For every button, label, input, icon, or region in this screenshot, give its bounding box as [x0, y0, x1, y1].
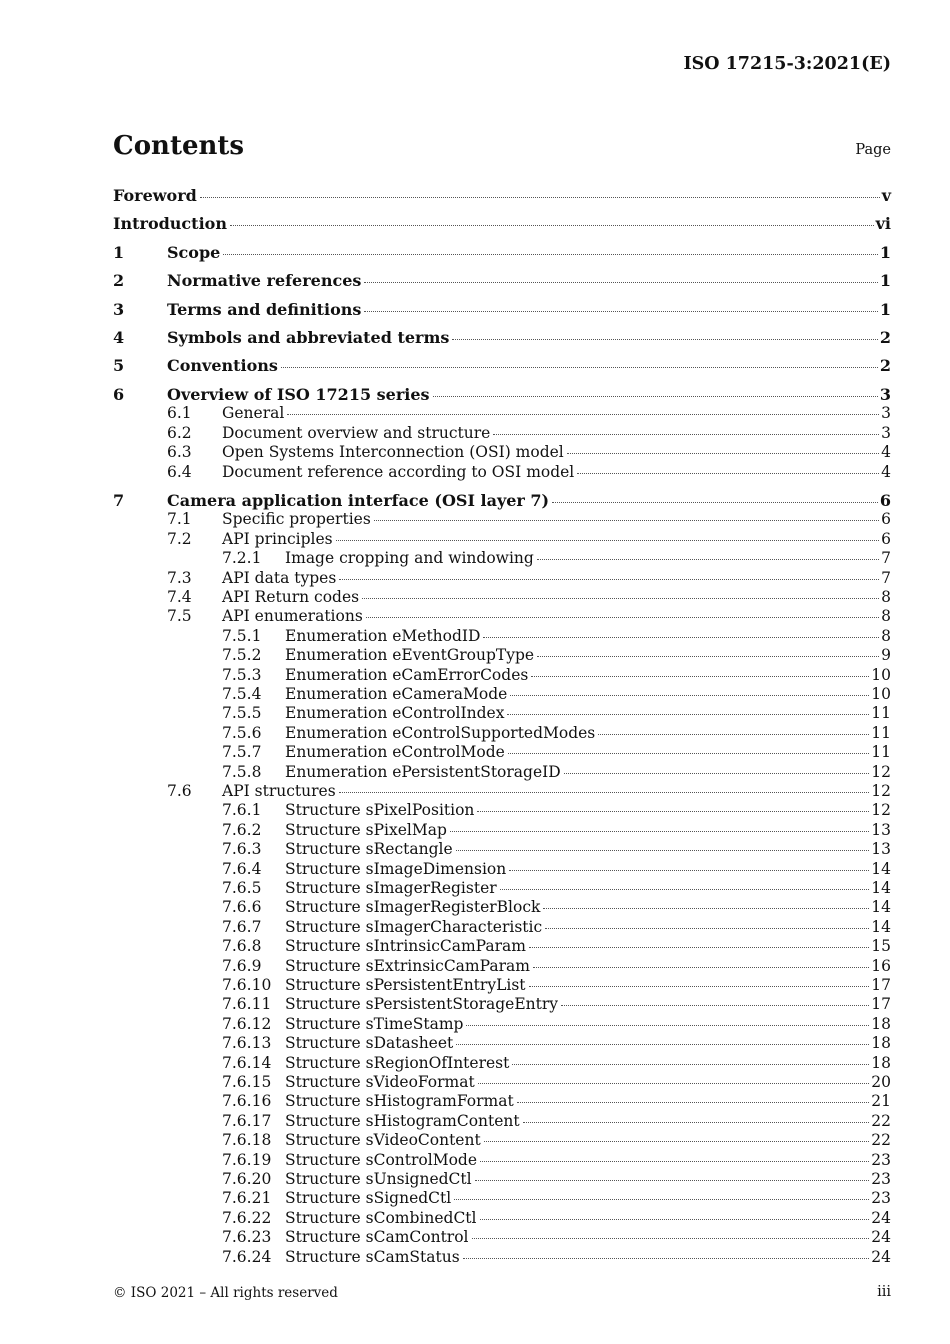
- toc-entry-page: 14: [871, 898, 891, 917]
- toc-entry-page: 8: [881, 607, 891, 626]
- toc-entry-page: 4: [881, 462, 891, 481]
- toc-entry[interactable]: [113, 214, 891, 236]
- toc-entry-title: Structure sVideoFormat: [285, 1073, 475, 1091]
- toc-entry-page: 6: [881, 529, 891, 548]
- toc-entry[interactable]: [113, 1092, 891, 1111]
- toc-entry-title: Normative references: [167, 271, 362, 291]
- toc-entry-number: 7.5.7: [222, 743, 262, 762]
- toc-entry-title: Enumeration ePersistentStorageID: [285, 762, 561, 781]
- toc-entry[interactable]: [113, 782, 891, 801]
- dot-leader: [493, 434, 879, 435]
- dot-leader: [529, 986, 870, 987]
- dot-leader: [362, 598, 879, 599]
- toc-entry-page: 8: [881, 626, 891, 645]
- toc-entry-page: 11: [871, 743, 891, 762]
- toc-entry-number: 7.5.8: [222, 762, 262, 781]
- toc-entry-title: Structure sDatasheet: [285, 1034, 454, 1053]
- toc-entry-number: 7.6.18: [222, 1131, 272, 1150]
- toc-entry-page: v: [881, 186, 891, 205]
- toc-entry-page: 14: [871, 879, 891, 897]
- toc-entry-page: 7: [881, 549, 891, 568]
- toc-entry-page: 24: [871, 1247, 891, 1266]
- dot-leader: [466, 1025, 869, 1026]
- dot-leader: [339, 579, 879, 580]
- toc-entry-number: 7.5.1: [222, 626, 262, 645]
- toc-entry-page: 24: [871, 1208, 891, 1227]
- toc-entry-title: Enumeration eMethodID: [285, 626, 481, 645]
- toc-entry-page: 23: [871, 1170, 891, 1188]
- dot-leader: [230, 225, 874, 226]
- toc-entry-page: 12: [871, 782, 891, 800]
- toc-entry[interactable]: [113, 1248, 891, 1267]
- toc-entry-number: 7.6: [167, 782, 192, 800]
- toc-entry-title: Enumeration eControlSupportedModes: [285, 723, 596, 742]
- toc-entry[interactable]: [113, 356, 891, 378]
- toc-entry-page: 1: [879, 299, 891, 319]
- toc-entry-number: 6.1: [167, 404, 192, 423]
- toc-entry-number: 4: [113, 328, 125, 347]
- page-column-label: Page: [855, 142, 891, 158]
- toc-entry-number: 7.6.24: [222, 1247, 272, 1266]
- toc-entry-title: Structure sHistogramContent: [285, 1111, 520, 1130]
- dot-leader: [523, 1122, 870, 1123]
- toc-entry[interactable]: [113, 569, 891, 588]
- toc-entry-title: Structure sCamStatus: [285, 1247, 460, 1266]
- toc-entry-number: 7.3: [167, 568, 192, 587]
- toc-entry[interactable]: [113, 271, 891, 293]
- toc-entry-page: 23: [871, 1150, 891, 1169]
- toc-entry-page: 1: [879, 271, 891, 291]
- toc-entry-title: Structure sSignedCtl: [285, 1189, 452, 1208]
- toc-entry-title: Structure sPixelPosition: [285, 801, 475, 820]
- dot-leader: [537, 559, 879, 560]
- dot-leader: [508, 753, 869, 754]
- toc-entry-page: 12: [871, 762, 891, 781]
- dot-leader: [456, 850, 870, 851]
- dot-leader: [561, 1005, 869, 1006]
- page-title: Contents: [113, 131, 245, 161]
- toc-entry-number: 7.6.7: [222, 917, 262, 936]
- dot-leader: [598, 734, 869, 735]
- dot-leader: [567, 453, 879, 454]
- toc-entry-page: 11: [871, 723, 891, 742]
- dot-leader: [531, 676, 869, 677]
- dot-leader: [433, 396, 878, 397]
- toc-entry-number: 7.6.6: [222, 898, 262, 917]
- dot-leader: [374, 520, 879, 521]
- dot-leader: [480, 1161, 869, 1162]
- toc-entry-title: Structure sCamControl: [285, 1228, 469, 1247]
- toc-entry[interactable]: [113, 976, 891, 995]
- toc-entry-title: Structure sControlMode: [285, 1150, 477, 1169]
- toc-entry[interactable]: [113, 821, 891, 840]
- dot-leader: [475, 1180, 870, 1181]
- dot-leader: [364, 282, 877, 283]
- toc-entry[interactable]: [113, 404, 891, 423]
- toc-entry-number: 7.6.1: [222, 801, 262, 820]
- dot-leader: [281, 367, 878, 368]
- toc-entry-title: Specific properties: [222, 510, 371, 529]
- toc-entry-title: Document overview and structure: [222, 423, 491, 442]
- toc-entry-page: 13: [871, 820, 891, 839]
- toc-entry-number: 6.3: [167, 443, 192, 462]
- toc-entry[interactable]: [113, 328, 891, 350]
- dot-leader: [564, 773, 870, 774]
- dot-leader: [223, 254, 878, 255]
- toc-entry-title: Enumeration eControlMode: [285, 743, 505, 762]
- toc-entry-title: Conventions: [167, 356, 278, 376]
- toc-entry-title: Structure sUnsignedCtl: [285, 1170, 472, 1188]
- toc-entry[interactable]: [113, 530, 891, 549]
- toc-entry-number: 7.6.11: [222, 995, 272, 1014]
- toc-entry-number: 7.6.20: [222, 1170, 272, 1188]
- toc-entry-number: 7.6.10: [222, 976, 272, 994]
- toc-entry-page: 15: [871, 937, 891, 956]
- toc-entry-title: Enumeration eControlIndex: [285, 704, 505, 723]
- toc-entry-page: 2: [879, 356, 891, 376]
- toc-entry-number: 7.6.22: [222, 1208, 272, 1227]
- dot-leader: [200, 197, 880, 198]
- toc-entry-number: 7.5.2: [222, 646, 262, 665]
- toc-entry-page: 9: [881, 646, 891, 665]
- toc-entry-number: 7.6.21: [222, 1189, 272, 1208]
- toc-entry-number: 7.6.4: [222, 859, 262, 878]
- dot-leader: [510, 695, 869, 696]
- toc-entry[interactable]: [113, 300, 891, 322]
- toc-entry-title: Overview of ISO 17215 series: [167, 384, 430, 404]
- dot-leader: [512, 1064, 869, 1065]
- toc-entry-title: Structure sTimeStamp: [285, 1014, 464, 1033]
- dot-leader: [552, 502, 878, 503]
- toc-entry-title: Terms and definitions: [167, 299, 362, 319]
- toc-entry-number: 5: [113, 356, 125, 376]
- dot-leader: [478, 1083, 870, 1084]
- toc-entry[interactable]: [113, 1151, 891, 1170]
- toc-entry-title: Structure sRectangle: [285, 840, 453, 859]
- toc-entry-page: 4: [881, 443, 891, 462]
- toc-entry-page: 3: [881, 423, 891, 442]
- toc-entry-title: Structure sVideoContent: [285, 1131, 481, 1150]
- toc-entry-page: 14: [871, 917, 891, 936]
- toc-entry-title: Symbols and abbreviated terms: [167, 328, 450, 347]
- dot-leader: [287, 414, 879, 415]
- toc-entry[interactable]: [113, 1054, 891, 1073]
- dot-leader: [484, 1141, 870, 1142]
- toc-entry-page: 12: [871, 801, 891, 820]
- toc-entry-title: Structure sImageDimension: [285, 859, 507, 878]
- toc-entry-number: 7.6.23: [222, 1228, 272, 1247]
- toc-entry[interactable]: [113, 801, 891, 820]
- toc-entry-title: Structure sImagerCharacteristic: [285, 917, 543, 936]
- toc-entry-title: Enumeration eCamErrorCodes: [285, 665, 529, 684]
- toc-entry-number: 7.6.12: [222, 1014, 272, 1033]
- toc-entry-number: 7.6.9: [222, 956, 262, 975]
- toc-entry-page: 10: [871, 685, 891, 703]
- toc-entry-number: 7.5.3: [222, 665, 262, 684]
- toc-entry-title: Enumeration eEventGroupType: [285, 646, 535, 665]
- toc-entry-number: 6: [113, 384, 125, 404]
- toc-entry[interactable]: [113, 1170, 891, 1189]
- toc-entry-page: 24: [871, 1228, 891, 1247]
- toc-entry-page: 10: [871, 665, 891, 684]
- toc-entry-page: 22: [871, 1131, 891, 1150]
- toc-entry[interactable]: [113, 937, 891, 956]
- toc-entry[interactable]: [113, 1015, 891, 1034]
- toc-entry-page: vi: [875, 214, 891, 234]
- toc-entry-title: API principles: [222, 529, 333, 548]
- toc-entry-page: 13: [871, 840, 891, 859]
- dot-leader: [537, 656, 879, 657]
- toc-entry-title: API Return codes: [222, 588, 360, 606]
- toc-entry-page: 18: [871, 1034, 891, 1053]
- toc-entry[interactable]: [113, 588, 891, 607]
- toc-entry-page: 21: [871, 1092, 891, 1111]
- toc-entry-page: 3: [879, 384, 891, 404]
- toc-entry[interactable]: [113, 879, 891, 898]
- toc-entry-title: API structures: [222, 782, 336, 800]
- toc-entry-title: Enumeration eCameraMode: [285, 685, 508, 703]
- dot-leader: [577, 473, 879, 474]
- toc-entry[interactable]: [113, 607, 891, 626]
- toc-entry[interactable]: [113, 763, 891, 782]
- dot-leader: [452, 339, 877, 340]
- document-id: ISO 17215-3:2021(E): [683, 54, 891, 74]
- toc-entry-page: 20: [871, 1073, 891, 1091]
- toc-entry-number: 7.2.1: [222, 549, 262, 568]
- toc-entry-title: API data types: [222, 568, 337, 587]
- toc-entry-number: 7.6.3: [222, 840, 262, 859]
- toc-entry[interactable]: [113, 510, 891, 529]
- toc-entry[interactable]: [113, 1112, 891, 1131]
- dot-leader: [533, 967, 869, 968]
- dot-leader: [483, 637, 879, 638]
- toc-entry-number: 7.6.17: [222, 1111, 272, 1130]
- toc-entry-title: Document reference according to OSI model: [222, 462, 575, 481]
- toc-entry-page: 18: [871, 1014, 891, 1033]
- toc-entry-number: 7.1: [167, 510, 192, 529]
- footer-copyright: © ISO 2021 – All rights reserved: [113, 1285, 338, 1301]
- dot-leader: [507, 714, 869, 715]
- footer-page-number: iii: [877, 1284, 891, 1300]
- toc-entry[interactable]: [113, 463, 891, 482]
- toc-entry-number: 2: [113, 271, 125, 291]
- toc-entry-number: 7.6.2: [222, 820, 262, 839]
- dot-leader: [472, 1238, 870, 1239]
- toc-entry-page: 11: [871, 704, 891, 723]
- toc-entry-number: 7.6.19: [222, 1150, 272, 1169]
- toc-entry-title: Structure sPersistentEntryList: [285, 976, 526, 994]
- toc-entry[interactable]: [113, 840, 891, 859]
- toc-entry-number: 7.6.5: [222, 879, 262, 897]
- toc-entry-number: 7.5: [167, 607, 192, 626]
- toc-entry-number: 7.2: [167, 529, 192, 548]
- toc-entry-title: Foreword: [113, 186, 197, 205]
- dot-leader: [364, 311, 877, 312]
- toc-entry[interactable]: [113, 1034, 891, 1053]
- toc-entry[interactable]: [113, 424, 891, 443]
- toc-entry[interactable]: [113, 685, 891, 704]
- dot-leader: [456, 1044, 869, 1045]
- dot-leader: [517, 1102, 870, 1103]
- toc-entry-number: 1: [113, 242, 125, 262]
- toc-entry-page: 6: [881, 510, 891, 529]
- toc-entry[interactable]: [113, 186, 891, 208]
- toc-entry-page: 17: [871, 976, 891, 994]
- toc-entry-number: 6.4: [167, 462, 192, 481]
- toc-entry-number: 7: [113, 490, 125, 510]
- toc-entry-title: Structure sPixelMap: [285, 820, 447, 839]
- dot-leader: [500, 889, 870, 890]
- toc-entry[interactable]: [113, 898, 891, 917]
- toc-entry[interactable]: [113, 627, 891, 646]
- dot-leader: [336, 540, 880, 541]
- dot-leader: [509, 870, 869, 871]
- toc-entry-page: 6: [879, 490, 891, 510]
- toc-entry-page: 3: [881, 404, 891, 423]
- toc-entry-title: Camera application interface (OSI layer 7): [167, 490, 550, 510]
- toc-entry[interactable]: [113, 243, 891, 265]
- toc-entry-number: 7.6.15: [222, 1073, 272, 1091]
- dot-leader: [543, 908, 869, 909]
- toc-entry-title: Scope: [167, 242, 221, 262]
- toc-entry[interactable]: [113, 957, 891, 976]
- dot-leader: [480, 1219, 870, 1220]
- toc-entry-number: 7.4: [167, 588, 192, 606]
- toc-entry-title: Structure sHistogramFormat: [285, 1092, 514, 1111]
- dot-leader: [450, 831, 869, 832]
- toc-entry-number: 6.2: [167, 423, 192, 442]
- toc-entry-page: 8: [881, 588, 891, 606]
- toc-entry[interactable]: [113, 1189, 891, 1208]
- toc-entry-title: General: [222, 404, 285, 423]
- toc-entry-page: 22: [871, 1111, 891, 1130]
- toc-entry-title: Structure sIntrinsicCamParam: [285, 937, 526, 956]
- toc-entry-title: Image cropping and windowing: [285, 549, 534, 568]
- toc-entry-title: Structure sRegionOfInterest: [285, 1053, 510, 1072]
- toc-entry[interactable]: [113, 743, 891, 762]
- toc-entry[interactable]: [113, 1228, 891, 1247]
- toc-entry-number: 3: [113, 299, 125, 319]
- toc-entry-number: 7.5.4: [222, 685, 262, 703]
- dot-leader: [529, 947, 869, 948]
- toc-entry-title: Structure sExtrinsicCamParam: [285, 956, 530, 975]
- toc-entry[interactable]: [113, 704, 891, 723]
- toc-entry-number: 7.5.5: [222, 704, 262, 723]
- toc-entry-title: Structure sCombinedCtl: [285, 1208, 477, 1227]
- toc-entry-title: Open Systems Interconnection (OSI) model: [222, 443, 564, 462]
- toc-entry[interactable]: [113, 918, 891, 937]
- toc-entry-number: 7.6.16: [222, 1092, 272, 1111]
- toc-entry-page: 23: [871, 1189, 891, 1208]
- toc-entry[interactable]: [113, 666, 891, 685]
- toc-entry[interactable]: [113, 1209, 891, 1228]
- toc-entry-title: Structure sPersistentStorageEntry: [285, 995, 559, 1014]
- toc-entry-number: 7.6.14: [222, 1053, 272, 1072]
- toc-entry-page: 17: [871, 995, 891, 1014]
- toc-entry-page: 7: [881, 568, 891, 587]
- toc-entry-page: 16: [871, 956, 891, 975]
- toc-entry-page: 1: [879, 242, 891, 262]
- toc-entry[interactable]: [113, 724, 891, 743]
- toc-entry[interactable]: [113, 995, 891, 1014]
- toc-entry-number: 7.6.13: [222, 1034, 272, 1053]
- toc-entry[interactable]: [113, 443, 891, 462]
- toc-entry-title: API enumerations: [222, 607, 363, 626]
- toc-entry-page: 14: [871, 859, 891, 878]
- toc-entry-page: 18: [871, 1053, 891, 1072]
- dot-leader: [477, 811, 869, 812]
- toc-entry-title: Introduction: [113, 214, 227, 234]
- toc-entry-page: 2: [879, 328, 891, 347]
- toc-entry[interactable]: [113, 1073, 891, 1092]
- toc-entry-number: 7.6.8: [222, 937, 262, 956]
- dot-leader: [454, 1199, 869, 1200]
- toc-entry-title: Structure sImagerRegisterBlock: [285, 898, 541, 917]
- toc-entry-number: 7.5.6: [222, 723, 262, 742]
- toc-entry[interactable]: [113, 860, 891, 879]
- dot-leader: [545, 928, 869, 929]
- dot-leader: [366, 617, 879, 618]
- toc-entry-title: Structure sImagerRegister: [285, 879, 497, 897]
- dot-leader: [339, 792, 870, 793]
- toc-entry[interactable]: [113, 646, 891, 665]
- toc-entry[interactable]: [113, 549, 891, 568]
- toc-entry[interactable]: [113, 1131, 891, 1150]
- dot-leader: [463, 1258, 870, 1259]
